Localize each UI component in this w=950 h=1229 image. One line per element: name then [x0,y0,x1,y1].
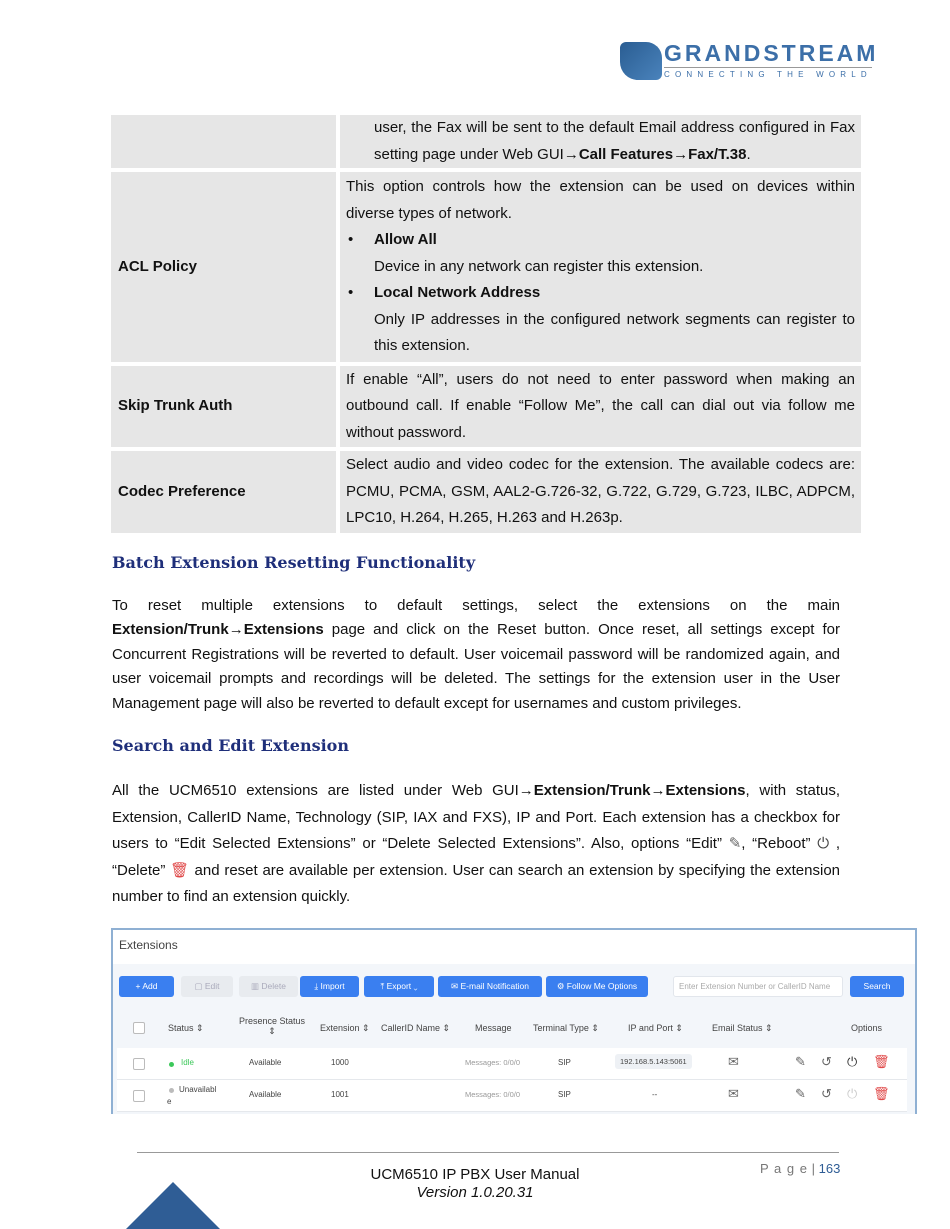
select-all-checkbox[interactable] [133,1022,145,1034]
search-input[interactable]: Enter Extension Number or CallerID Name [673,976,843,997]
import-button[interactable]: ⤓ Import [300,976,359,997]
delete-icon[interactable]: 🗑 [873,1086,890,1101]
row-checkbox[interactable] [133,1090,145,1102]
footer-divider [137,1152,839,1153]
extensions-screenshot [111,928,917,1114]
row-checkbox[interactable] [133,1058,145,1070]
table-row: Skip Trunk Auth If enable “All”, users do not need to enter password when making an outbound call. If enable “Follow Me”, the call can dial out via follow me without password. [111,366,861,448]
table-row: Idle Available 1000 Messages: 0/0/0 SIP 192.168.5.143:5061 ✉ ✎ ↺ ⏻ 🗑 [117,1048,907,1080]
panel-title: Extensions [119,938,178,952]
section-heading: Search and Edit Extension [112,736,349,755]
table-row: ACL Policy This option controls how the extension can be used on devices within diverse types of network. • Allow All Device in any network can register this extension. • Local Network Address Only IP addresses in the configured network segments can register to this extension. [111,172,861,362]
edit-icon: ✎ [728,835,742,852]
add-button[interactable]: + Add [119,976,174,997]
reboot-icon[interactable]: ⏻ [847,1086,858,1101]
table-header: Status ⇕ Presence Status ⇕ Extension ⇕ CallerID Name ⇕ Message Terminal Type ⇕ IP and Port ⇕ Email Status ⇕ Options [117,1008,907,1048]
section-heading: Batch Extension Resetting Functionality [112,553,476,572]
section-paragraph: All the UCM6510 extensions are listed under Web GUI→Extension/Trunk→Extensions, with status, Extension, CallerID Name, Technology (SIP, IAX and FXS), IP and Port. Each extension has a checkbox for users to “Edit Selected Extensions” or “Delete Selected Extensions”. Also, options “Edit” ✎, “Reboot” ⏻ , “Delete” 🗑 and reset are available per extension. User can search an extension by specifying the extension number to find an extension quickly. [112,782,840,905]
email-status-icon: ✉ [728,1086,739,1101]
logo-name: GRANDSTREAM [664,40,879,66]
power-icon: ⏻ [817,835,830,852]
extensions-table [117,1008,907,1112]
edit-button[interactable]: ▢ Edit [181,976,233,997]
skip-trunk-auth-label: Skip Trunk Auth [111,366,340,448]
status-dot-icon [169,1062,174,1067]
trash-icon: 🗑 [170,861,190,879]
acl-policy-label: ACL Policy [111,172,340,362]
reset-icon[interactable]: ↺ [821,1054,832,1069]
reboot-icon[interactable]: ⏻ [847,1054,858,1069]
table-row [111,115,861,168]
section-paragraph: To reset multiple extensions to default settings, select the extensions on the main Extension/Trunk→Extensions page and click on the Reset button. Once reset, all settings except for Concurrent Registrations will be reverted to default. User voicemail password will be randomized again, and user voicemail prompts and recordings will be deleted. The settings for the extension user in the User Management page will also be reverted to default except for usernames and custom privileges. [112,597,840,712]
search-button[interactable]: Search [850,976,904,997]
fax-note: user, the Fax will be sent to the default Email address configured in Fax setting page under Web GUI→Call Features→Fax/T.38. [374,119,855,163]
grandstream-logo [620,40,879,82]
table-row: Codec Preference Select audio and video codec for the extension. The available codecs are: PCMU, PCMA, GSM, AAL2-G.726-32, G.722, G.729, G.723, ILBC, ADPCM, LPC10, H.264, H.265, H.263 and H.263p. [111,451,861,533]
follow-me-options-button[interactable]: ⚙ Follow Me Options [546,976,648,997]
settings-table [111,111,861,537]
edit-icon[interactable]: ✎ [795,1054,806,1069]
edit-icon[interactable]: ✎ [795,1086,806,1101]
logo-tagline: CONNECTING THE WORLD [664,70,872,79]
logo-mark-icon [620,42,662,80]
delete-button[interactable]: ▥ Delete [239,976,298,997]
footer-logo-icon [126,1182,220,1229]
email-notification-button[interactable]: ✉ E-mail Notification [438,976,542,997]
export-button[interactable]: ⤒ Export ⌄ [364,976,434,997]
page-number: P a g e | 163 [760,1161,841,1176]
table-row: Unavailabl e Available 1001 Messages: 0/0/0 SIP -- ✉ ✎ ↺ ⏻ 🗑 [117,1080,907,1112]
footer-text: UCM6510 IP PBX User Manual Version 1.0.20.31 [370,1166,580,1201]
codec-preference-label: Codec Preference [111,451,340,533]
reset-icon[interactable]: ↺ [821,1086,832,1101]
email-status-icon: ✉ [728,1054,739,1069]
delete-icon[interactable]: 🗑 [873,1054,890,1069]
